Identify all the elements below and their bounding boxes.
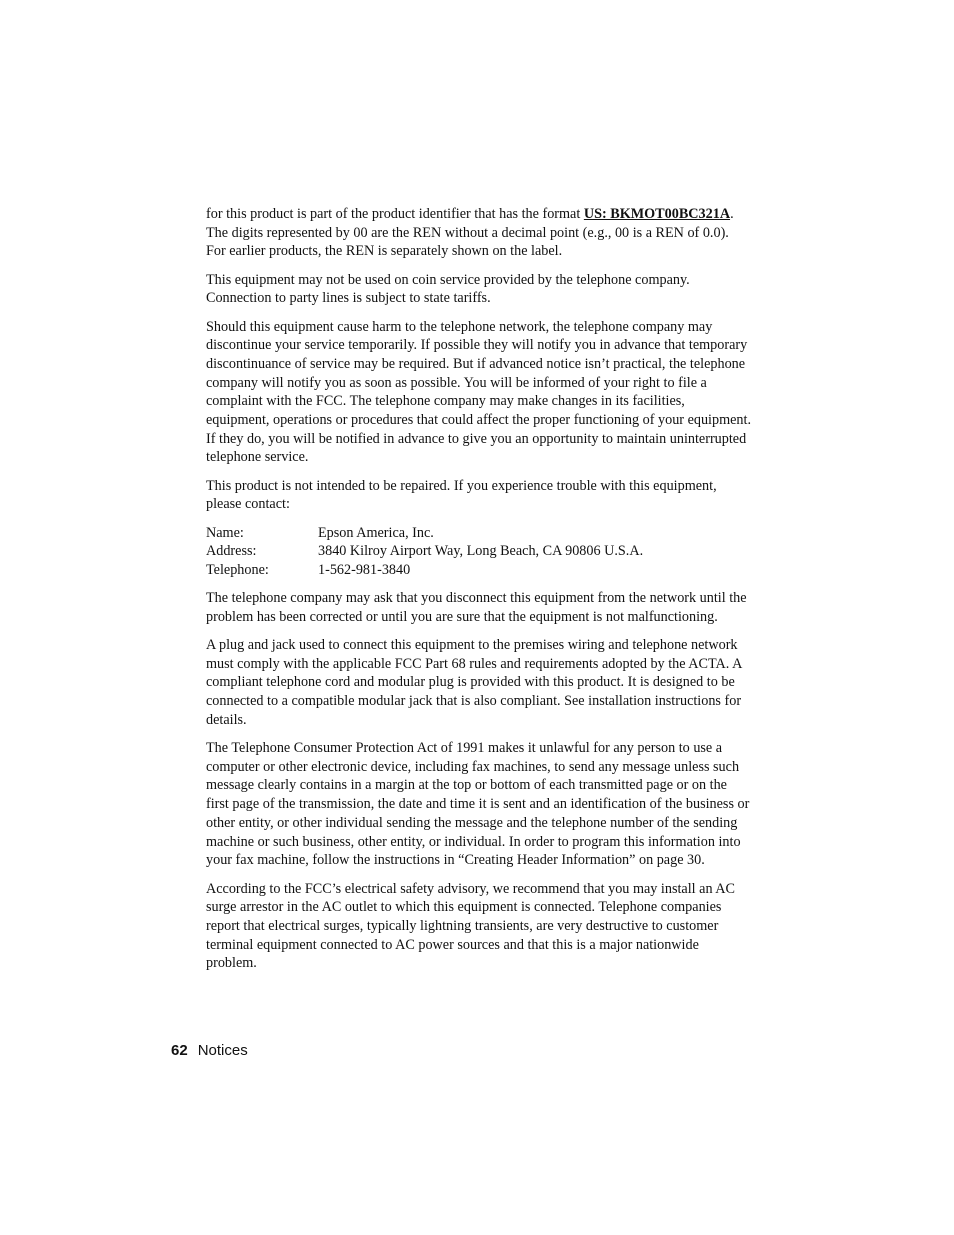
contact-table <box>206 524 751 580</box>
paragraph-repair-contact: This product is not intended to be repaired. If you experience trouble with this equipment, please contact: <box>206 477 717 513</box>
page-number: 62 <box>171 1042 188 1059</box>
contact-telephone-label: Telephone: <box>206 561 269 578</box>
paragraph-ren-identifier <box>206 205 751 261</box>
paragraph-coin-service: This equipment may not be used on coin service provided by the telephone company. Connection to party lines is subject to state tariffs. <box>206 271 690 307</box>
contact-row-telephone <box>206 561 751 580</box>
contact-name-label: Name: <box>206 524 244 541</box>
paragraph-plug-jack: A plug and jack used to connect this equipment to the premises wiring and telephone network must comply with the applicable FCC Part 68 rules and requirements adopted by the ACTA. A compliant telephone cord and modular plug is provided with this product. It is designed to be connected to a compatible modular jack that is also compliant. See installation instructions for details. <box>206 637 742 728</box>
contact-row-name <box>206 524 751 543</box>
section-name: Notices <box>197 1042 248 1059</box>
paragraph-network-harm: Should this equipment cause harm to the telephone network, the telephone company may discontinue your service temporarily. If possible they will notify you in advance that temporary discontinuance of service may be required. But if advanced notice isn’t practical, the telephone company will notify you as soon as possible. You will be informed of your right to file a complaint with the FCC. The telephone company may make changes in its facilities, equipment, operations or procedures that could affect the proper functioning of your equipment. If they do, you will be notified in advance to give you an opportunity to maintain uninterrupted telephone service. <box>206 318 751 466</box>
contact-telephone-value: 1-562-981-3840 <box>318 561 411 578</box>
paragraph-surge-advisory: According to the FCC’s electrical safety advisory, we recommend that you may install an AC surge arrestor in the AC outlet to which this equipment is connected. Telephone companies report that electrical surges, typically lightning transients, are very destructive to customer terminal equipment connected to AC power sources and that this is a major nationwide problem. <box>206 880 736 972</box>
product-identifier: US: BKMOT00BC321A <box>583 206 731 222</box>
contact-address-label: Address: <box>206 543 257 560</box>
page-body <box>206 205 751 983</box>
ren-text-after: . The digits represented by 00 are the REN without a decimal point (e.g., 00 is a REN of 0.0). For earlier products, the REN is separately shown on the label. <box>206 206 734 260</box>
paragraph-tcpa: The Telephone Consumer Protection Act of 1991 makes it unlawful for any person to use a computer or other electronic device, including fax machines, to send any message unless such message clearly contains in a margin at the top or bottom of each transmitted page or on the first page of the transmission, the date and time it is sent and an identification of the business or other entity, or other individual sending the message and the telephone number of the sending machine or such business, other entity, or individual. In order to program this information into your fax machine, follow the instructions in “Creating Header Information” on page 30. <box>206 740 750 869</box>
paragraph-disconnect: The telephone company may ask that you disconnect this equipment from the network until the problem has been corrected or until you are sure that the equipment is not malfunctioning. <box>206 590 747 625</box>
page-footer <box>171 1042 248 1059</box>
contact-row-address <box>206 542 751 561</box>
contact-name-value: Epson America, Inc. <box>318 524 434 541</box>
contact-address-value: 3840 Kilroy Airport Way, Long Beach, CA 90806 U.S.A. <box>318 543 644 560</box>
ren-text-before: for this product is part of the product identifier that has the format <box>206 206 584 222</box>
